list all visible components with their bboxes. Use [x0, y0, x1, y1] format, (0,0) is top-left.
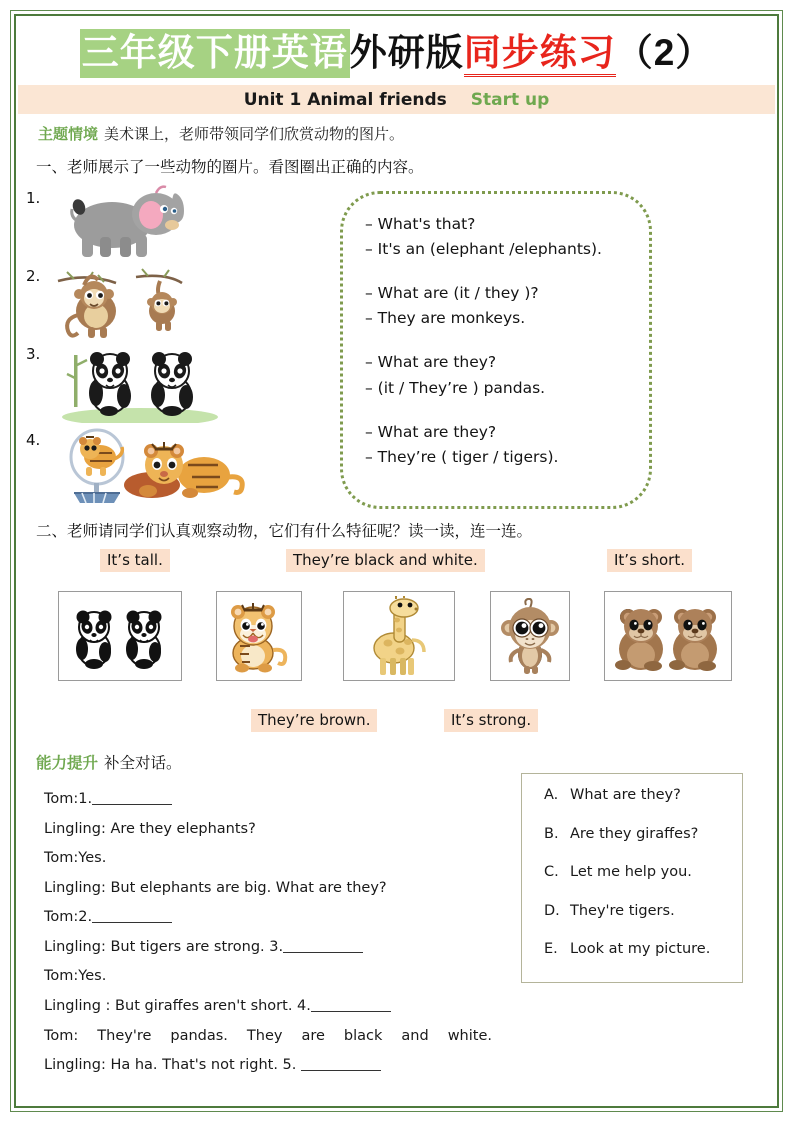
- section1-item-1: [26, 185, 326, 263]
- section3-body: [18, 751, 775, 1074]
- answer-options-box: [521, 773, 743, 983]
- dialogue-answer-1: – It's an (elephant /elephants).: [365, 240, 602, 259]
- section1-item-4: [26, 427, 326, 507]
- option-text: Let me help you.: [570, 864, 692, 880]
- picture-box-bears[interactable]: [604, 591, 732, 681]
- picture-box-tiger[interactable]: [216, 591, 302, 681]
- phrase-tag-brown[interactable]: They’re brown.: [251, 709, 377, 732]
- item-number: 2.: [26, 267, 41, 285]
- worksheet-content: [18, 18, 775, 1104]
- tiger-icon: [220, 598, 298, 674]
- section1-heading: 一、老师展示了一些动物的圈片。看图圈出正确的内容。: [36, 158, 424, 176]
- line-text: Ha ha. That's not right. 5.: [105, 1057, 301, 1074]
- section1-item-3: [26, 341, 326, 427]
- section3-instruction: 补全对话。: [104, 754, 182, 772]
- conversation-line: [44, 962, 504, 992]
- section2-heading: 二、老师请同学们认真观察动物，它们有什么特征呢？读一读，连一连。: [36, 522, 533, 540]
- line-text: 1.: [78, 791, 93, 807]
- section3-label: 能力提升: [36, 754, 99, 772]
- monkey-icon: [494, 598, 566, 674]
- conversation-line: [44, 874, 504, 904]
- option-a[interactable]: [544, 788, 742, 803]
- dialogue-answer-4: – They’re ( tiger / tigers).: [365, 447, 559, 466]
- option-d[interactable]: [544, 904, 742, 919]
- option-letter: A.: [544, 787, 559, 803]
- option-text: Look at my picture.: [570, 941, 711, 957]
- phrase-tag-short[interactable]: It’s short.: [607, 549, 692, 572]
- speaker: Lingling:: [44, 938, 106, 955]
- option-letter: E.: [544, 941, 558, 957]
- option-letter: D.: [544, 902, 560, 919]
- theme-context-line: [38, 123, 775, 144]
- picture-box-giraffe[interactable]: [343, 591, 455, 681]
- speaker: Tom:: [44, 1027, 79, 1044]
- conversation-line: [44, 815, 504, 845]
- speaker: Lingling:: [44, 1057, 106, 1074]
- line-text: They're pandas. They are black and white.: [78, 1027, 492, 1044]
- option-text: They're tigers.: [570, 902, 675, 919]
- bears-icon: [609, 599, 727, 673]
- picture-box-pandas[interactable]: [58, 591, 182, 681]
- page-title: [18, 34, 775, 71]
- line-text: Yes.: [78, 850, 107, 867]
- speaker: Tom:: [44, 791, 79, 807]
- theme-text: 美术课上，老师带领同学们欣赏动物的图片。: [104, 125, 405, 143]
- pandas-illustration: [52, 341, 326, 428]
- conversation-list: [44, 785, 504, 1081]
- option-e[interactable]: [544, 942, 742, 957]
- conversation-line: [44, 903, 504, 933]
- pandas-icon: [64, 599, 176, 673]
- speaker: Tom:: [44, 968, 79, 985]
- conversation-line: [44, 785, 504, 815]
- dialogue-question-3: – What are they?: [365, 353, 497, 372]
- section1-picture-column: [26, 185, 326, 507]
- section2-bottom-tags: [18, 709, 775, 735]
- giraffe-icon: [364, 596, 434, 676]
- answer-blank-3[interactable]: [283, 938, 363, 953]
- elephant-illustration: [52, 185, 326, 266]
- conversation-line: [44, 933, 504, 963]
- line-text: Are they elephants?: [105, 820, 256, 837]
- unit-section-label: Start up: [470, 89, 550, 110]
- answer-blank-1[interactable]: [92, 790, 172, 805]
- section1-item-2: [26, 263, 326, 341]
- dialogue-answer-2: – They are monkeys.: [365, 309, 526, 328]
- speaker: Lingling:: [44, 879, 106, 896]
- title-paren-segment: （2）: [615, 32, 714, 73]
- phrase-tag-strong[interactable]: It’s strong.: [444, 709, 538, 732]
- dialogue-question-1: – What's that?: [365, 215, 476, 233]
- section2-top-tags: [18, 549, 775, 575]
- answer-blank-4[interactable]: [311, 997, 391, 1012]
- conversation-line: [44, 844, 504, 874]
- speaker: Lingling :: [44, 998, 111, 1015]
- option-letter: C.: [544, 864, 559, 880]
- picture-box-monkey[interactable]: [490, 591, 570, 681]
- title-green-segment: 三年级下册英语: [80, 29, 350, 78]
- line-text: Yes.: [78, 968, 107, 985]
- option-b[interactable]: [544, 827, 742, 842]
- answer-blank-5[interactable]: [301, 1056, 381, 1071]
- line-text: But elephants are big. What are they?: [105, 879, 387, 896]
- section1-body: [18, 185, 775, 515]
- dialogue-question-2: – What are (it / they )?: [365, 284, 539, 303]
- tigers-illustration: [52, 427, 326, 510]
- line-text: But tigers are strong. 3.: [105, 938, 284, 955]
- unit-title: Unit 1 Animal friends: [243, 89, 447, 110]
- section2-picture-boxes: [18, 591, 775, 687]
- phrase-tag-tall[interactable]: It’s tall.: [100, 549, 170, 572]
- speaker: Lingling:: [44, 820, 106, 837]
- item-number: 3.: [26, 345, 41, 363]
- conversation-line: [44, 992, 504, 1022]
- speaker: Tom:: [44, 850, 79, 867]
- option-text: What are they?: [570, 787, 681, 803]
- answer-blank-2[interactable]: [92, 908, 172, 923]
- item-number: 1.: [26, 189, 41, 207]
- option-text: Are they giraffes?: [570, 825, 699, 842]
- phrase-tag-black-and-white[interactable]: They’re black and white.: [286, 549, 485, 572]
- conversation-line: [44, 1051, 504, 1081]
- title-red-segment: 同步练习: [464, 32, 616, 77]
- dialogue-answer-3: – (it / They’re ) pandas.: [365, 378, 546, 397]
- conversation-line: [44, 1022, 492, 1052]
- line-text: 2.: [78, 909, 93, 926]
- title-black-segment: 外研版: [349, 32, 464, 73]
- option-letter: B.: [544, 825, 559, 842]
- section1-dialogue-box: [340, 191, 652, 509]
- theme-label: 主题情境: [38, 125, 99, 143]
- dialogue-question-4: – What are they?: [365, 422, 497, 441]
- unit-banner: [18, 85, 775, 114]
- line-text: But giraffes aren't short. 4.: [110, 998, 311, 1015]
- option-c[interactable]: [544, 865, 742, 880]
- speaker: Tom:: [44, 909, 79, 926]
- monkeys-illustration: [52, 263, 326, 344]
- item-number: 4.: [26, 431, 41, 449]
- section3-heading: [36, 751, 775, 773]
